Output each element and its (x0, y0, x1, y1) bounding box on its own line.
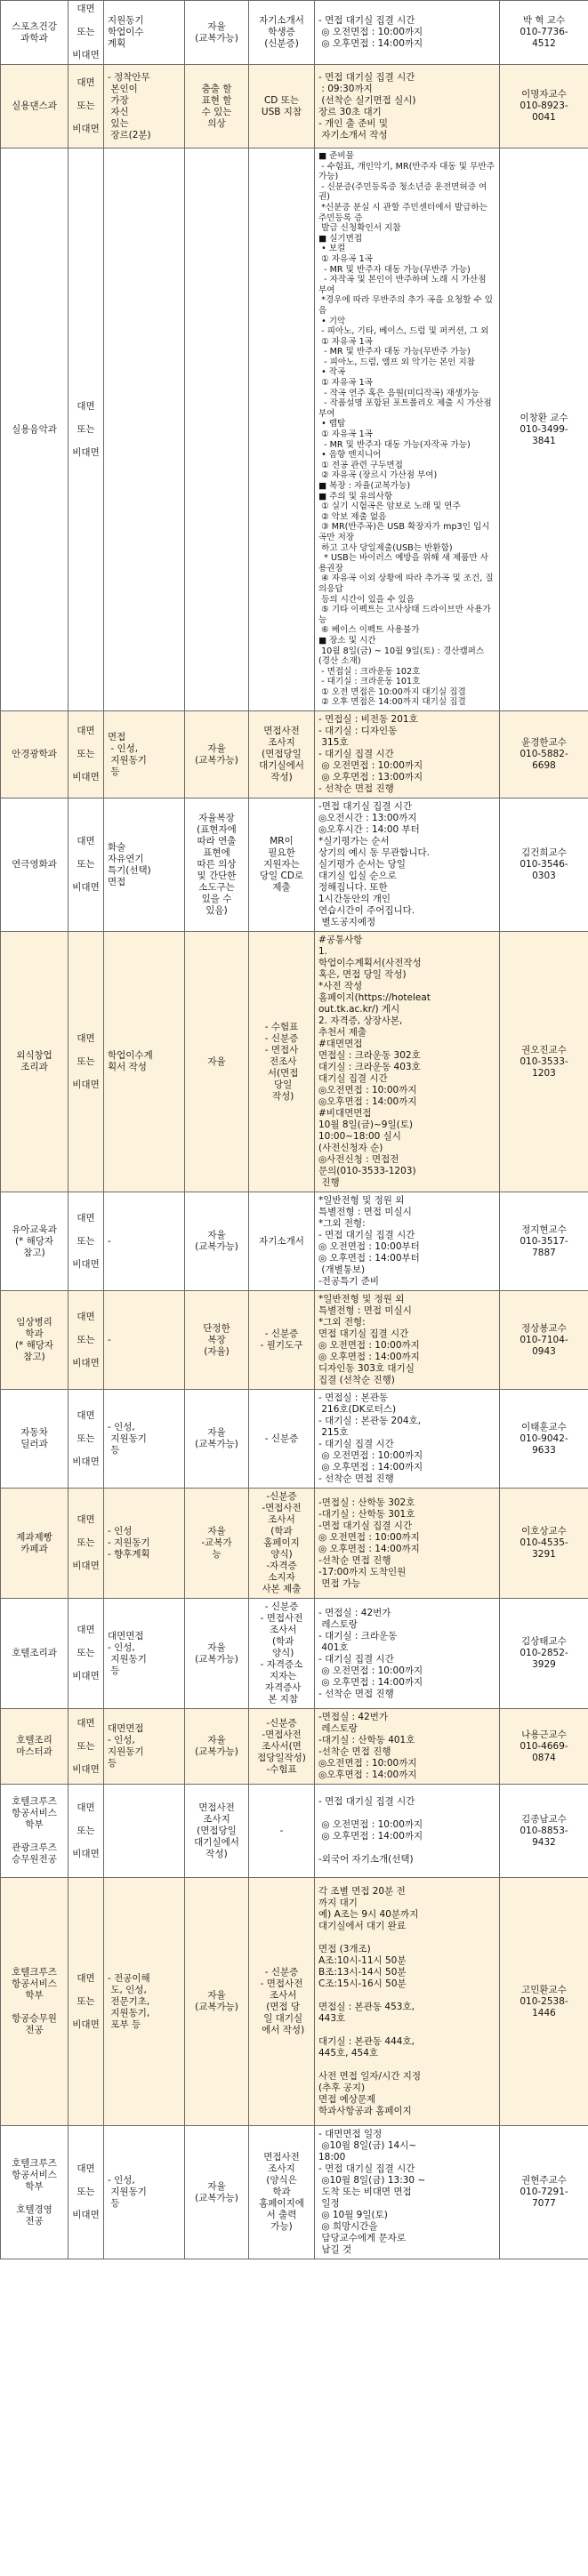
interview-mode-cell: 대면 또는 비대면 (68, 1878, 104, 2126)
attire-cell: 자율 (교복가능) (185, 711, 249, 798)
department-cell: 유아교육과 (* 해당자 참고) (1, 1192, 68, 1291)
table-row (1, 2126, 588, 2259)
documents-cell: MR이 필요한 지원자는 당일 CD로 제출 (249, 798, 315, 932)
details-cell: - 면접 대기실 집결 시간 ◎ 오전면접 : 10:00까지 ◎ 오후면접 : 14:00까지 (315, 1, 500, 65)
details-cell: ■ 준비물 - 수험표, 개인악기, MR(반주자 대동 및 무반주가능) - 신분증(주민등록증 청소년증 운전면허증 여권) *신분증 분실 시 관할 주민센터에서 발급하는 주민등록 증 발급 신청확인서 지참 ■ 실기면접 • 보컬 ① 자유곡 1곡 - MR 및 반주자 대동 가능(무반주 가능) - 자작곡 및 본인이 반주하며 노래 시 가산점 부여 *경우에 따라 무반주의 추가 곡을 요청할 수 있음 • 기악 - 피아노, 기타, 베이스, 드럼 및 퍼커션, 그 외 ① 자유곡 1곡 - MR 및 반주자 대동 가능(무반주 가능) - 피아노, 드럼, 앰프 외 악기는 본인 지참 • 작곡 ① 자유곡 1곡 - 작곡 연주 혹은 음원(미디작곡) 재생가능 - 작품설명 포함된 포트폴리오 제출 시 가산점 부여 • 랩탑 ① 자유곡 1곡 - MR 및 반주자 대동 가능(자작곡 가능) • 음향 엔지니어 ① 전공 관련 구두면접 ② 자유곡 (장르시 가산점 부여) ■ 복장 : 자율(교복가능) ■ 주의 및 유의사항 ① 실기 시험곡은 암보로 노래 및 연주 ② 악보 제출 없음 ③ MR(반주곡)은 USB 확장자가 mp3인 입시곡만 저장 하고 고사 당일제출(USB는 반환함) * USB는 바이러스 예방을 위해 새 제품만 사용권장 ④ 자유곡 이외 상황에 따라 추가곡 및 조건, 질의응답 등의 시간이 있을 수 있음 ⑤ 기타 이펙트는 고사상태 드라이브만 사용가능 ⑥ 베이스 이펙트 사용불가 ■ 장소 및 시간 10월 8일(금) ~ 10월 9일(토) : 경산캠퍼스(경산 소재) - 면접실 : 크라운동 102호 - 대기실 : 크라운동 101호 ① 오전 면접은 10:00까지 대기실 집결 ② 오후 면접은 14:00까지 대기실 집결 (315, 148, 500, 711)
table-row (1, 65, 588, 148)
attire-cell: 자율복장 (표현자에 따라 연출 표현에 따른 의상 및 간단한 소도구는 있을 수 있음) (185, 798, 249, 932)
interview-items-cell: - 전공이해 도, 인성, 전문기초, 지원동기, 포부 등 (104, 1878, 185, 2126)
table-row (1, 711, 588, 798)
attire-cell: 자율 (교복가능) (185, 1, 249, 65)
contact-cell: 이창환 교수 010-3499- 3841 (500, 148, 588, 711)
interview-items-cell: 면접 - 인성, 지원동기 등 (104, 711, 185, 798)
documents-cell: - (249, 1785, 315, 1878)
attire-cell: 면접사전 조사지 (면접당일 대기실에서 작성) (185, 1785, 249, 1878)
attire-cell: 자율 (교복가능) (185, 1878, 249, 2126)
details-cell: #공통사항 1. 학업이수계획서(사전작성 혹은, 면접 당일 작성) *사전 작성 홈페이지(https://hoteleat out.tk.ac.kr/) 게시 2. 자격증, 상장사본, 추천서 제출 #대면면접 면접실 : 크라운동 302호 대기실 : 크라운동 403호 대기실 집결 시간 ◎오전면접 : 10:00까지 ◎오후면접 : 14:00까지 #비대면면접 10월 8일(금)~9일(토) 10:00~18:00 실시 (사전신청자 순) ◎사전신청 : 면접전 문의(010-3533-1203) 진행 (315, 932, 500, 1192)
department-cell: 호텔크루즈 항공서비스 학부 호텔경영 전공 (1, 2126, 68, 2259)
table-row (1, 1390, 588, 1489)
table-row (1, 1291, 588, 1390)
details-cell: 각 조별 면접 20분 전 까지 대기 예) A조는 9시 40분까지 대기실에서 대기 완료 면접 (3개조) A조:10시-11시 50분 B조:13시-14시 50분 C조:15시-16시 50분 면접실 : 본관동 453호, 443호 대기실 : 본관동 444호, 445호, 454호 사전 면접 일자/시간 지정 (추후 공지) 면접 예상문제 학과사항공과 홈페이지 (315, 1878, 500, 2126)
department-cell: 호텔조리과 (1, 1599, 68, 1709)
department-cell: 자동차 딜러과 (1, 1390, 68, 1489)
contact-cell: 권현주교수 010-7291- 7077 (500, 2126, 588, 2259)
attire-cell: 자율 (185, 932, 249, 1192)
attire-cell: 자율 (교복가능) (185, 2126, 249, 2259)
table-row (1, 1599, 588, 1709)
interview-mode-cell: 대면 또는 비대면 (68, 798, 104, 932)
table-row (1, 1489, 588, 1599)
contact-cell: 이호상교수 010-4535- 3291 (500, 1489, 588, 1599)
department-cell: 호텔크루즈 항공서비스 학부 항공승무원 전공 (1, 1878, 68, 2126)
attire-cell: 자율 (교복가능) (185, 1390, 249, 1489)
documents-cell: - 신분증 - 면접사전 조사서 (학과 양식) - 자격증소 지자는 자격증사 본 지참 (249, 1599, 315, 1709)
details-cell: *일반전형 및 정원 외 특별전형 : 면접 미실시 *그외 전형: 면접 대기실 집결 시간 ◎ 오전면접 : 10:00까지 ◎ 오후면접 : 14:00까지 디자인동 303호 대기실 집결 (선착순 진행) (315, 1291, 500, 1390)
department-cell: 임상병리 학과 (* 해당자 참고) (1, 1291, 68, 1390)
documents-cell: -신분증 -면접사전 조사서(면 접당일작성) -수험표 (249, 1709, 315, 1785)
table-row (1, 148, 588, 711)
department-cell: 제과제빵 카페과 (1, 1489, 68, 1599)
interview-items-cell: 학업이수계 획서 작성 (104, 932, 185, 1192)
documents-cell: - 수험표 - 신분증 - 면접사 전조사 서(면접 당일 작성) (249, 932, 315, 1192)
interview-items-cell: - 인성, 지원동기 등 (104, 2126, 185, 2259)
details-cell: -면접 대기실 집결 시간 ◎오전시간 : 13:00까지 ◎오후시간 : 14:00 부터 *실기평가는 순서 상기의 예시 동 무관합니다. 실기평가 순서는 당일 대기실 입실 순으로 정해집니다. 또한 1시간동안의 개인 연습시간이 주어집니다. 별도공지예정 (315, 798, 500, 932)
department-cell: 실용음악과 (1, 148, 68, 711)
details-cell: - 면접실 : 42번가 레스토랑 - 대기실 : 크라운동 401호 - 대기실 집결 시간 ◎ 오전면접 : 10:00까지 ◎ 오후면접 : 14:00까지 - 선착순 면접 진행 (315, 1599, 500, 1709)
contact-cell: 권오진교수 010-3533- 1203 (500, 932, 588, 1192)
interview-items-cell: 화술 자유연기 특기(선택) 면접 (104, 798, 185, 932)
documents-cell: CD 또는 USB 지참 (249, 65, 315, 148)
documents-cell: 자기소개서 학생증 (신분증) (249, 1, 315, 65)
contact-cell: 박 혁 교수 010-7736- 4512 (500, 1, 588, 65)
details-cell: -면접실 : 산학동 302호 -대기실 : 산학동 301호 -면접 대기실 집결 시간 ◎ 오전면접 : 10:00까지 ◎ 오후면접 : 14:00까지 -선착순 면접 진행 -17:00까지 도착인원 면접 가능 (315, 1489, 500, 1599)
interview-items-cell: - (104, 1291, 185, 1390)
interview-items-cell (104, 1785, 185, 1878)
contact-cell: 이태훈교수 010-9042- 9633 (500, 1390, 588, 1489)
details-cell: - 면접실 : 본관동 216호(DK로터스) - 대기실 : 본관동 204호, 215호 - 대기실 집결 시간 ◎ 오전면접 : 10:00까지 ◎ 오후면접 : 14:00까지 - 선착순 면접 진행 (315, 1390, 500, 1489)
attire-cell: 자율 -교복가 능 (185, 1489, 249, 1599)
attire-cell: 단정한 복장 (자율) (185, 1291, 249, 1390)
interview-items-cell (104, 148, 185, 711)
interview-mode-cell: 대면 또는 비대면 (68, 1192, 104, 1291)
interview-mode-cell: 대면 또는 비대면 (68, 65, 104, 148)
details-cell: - 면접실 : 비전동 201호 - 대기실 : 디자인동 315호 - 대기실 집결 시간 ◎ 오전면접 : 10:00까지 ◎ 오후면접 : 13:00까지 - 선착순 면접 진행 (315, 711, 500, 798)
interview-items-cell: 지원동기 학업이수 계획 (104, 1, 185, 65)
documents-cell: - 신분증 (249, 1390, 315, 1489)
table-row (1, 798, 588, 932)
details-cell: - 면접 대기실 집결 시간 : 09:30까지 (선착순 실기면접 실시) 장르 30초 대기 - 개인 출 준비 및 자기소개서 작성 (315, 65, 500, 148)
attire-cell (185, 148, 249, 711)
interview-mode-cell: 대면 또는 비대면 (68, 932, 104, 1192)
table-row (1, 1785, 588, 1878)
department-cell: 안경광학과 (1, 711, 68, 798)
table-row (1, 1192, 588, 1291)
documents-cell: -신분증 -면접사전 조사서 (학과 홈페이지 양식) -자격증 소지자 사본 제출 (249, 1489, 315, 1599)
interview-items-cell: - 인성 - 지원동기 - 향후계획 (104, 1489, 185, 1599)
interview-mode-cell: 대면 또는 비대면 (68, 1291, 104, 1390)
table-row (1, 1709, 588, 1785)
documents-cell: 면접사전 조사지 (면접당일 대기실에서 작성) (249, 711, 315, 798)
department-cell: 실용댄스과 (1, 65, 68, 148)
details-cell: *일반전형 및 정원 외 특별전형 : 면접 미실시 *그외 전형: - 면접 대기실 집결 시간 ◎ 오전면접 : 10:00부터 ◎ 오후면접 : 14:00부터 (개별통보) -전공특기 준비 (315, 1192, 500, 1291)
contact-cell: 나용근교수 010-4669- 0874 (500, 1709, 588, 1785)
attire-cell: 자율 (교복가능) (185, 1599, 249, 1709)
interview-items-cell: - 정착안무 본인이 가장 자신 있는 장르(2분) (104, 65, 185, 148)
contact-cell: 김상태교수 010-2852- 3929 (500, 1599, 588, 1709)
table-row (1, 1, 588, 65)
attire-cell: 춤출 할 표현 할 수 있는 의상 (185, 65, 249, 148)
documents-cell (249, 148, 315, 711)
department-cell: 호텔조리 마스터과 (1, 1709, 68, 1785)
documents-cell: 면접사전 조사지 (양식은 학과 홈페이지에 서 출력 가능) (249, 2126, 315, 2259)
documents-cell: 자기소개서 (249, 1192, 315, 1291)
table-row (1, 1878, 588, 2126)
contact-cell: 김종남교수 010-8853- 9432 (500, 1785, 588, 1878)
interview-items-cell: 대면면접 - 인성, 지원동기 등 (104, 1709, 185, 1785)
table-row (1, 932, 588, 1192)
department-cell: 연극영화과 (1, 798, 68, 932)
department-cell: 호텔크루즈 항공서비스 학부 관광크루즈 승무원전공 (1, 1785, 68, 1878)
contact-cell: 김건희교수 010-3546- 0303 (500, 798, 588, 932)
interview-mode-cell: 대면 또는 비대면 (68, 711, 104, 798)
interview-mode-cell: 대면 또는 비대면 (68, 1599, 104, 1709)
contact-cell: 고민환교수 010-2538- 1446 (500, 1878, 588, 2126)
contact-cell: 이명자교수 010-8923- 0041 (500, 65, 588, 148)
interview-mode-cell: 대면 또는 비대면 (68, 1709, 104, 1785)
department-cell: 스포츠건강 과학과 (1, 1, 68, 65)
interview-mode-cell: 대면 또는 비대면 (68, 1489, 104, 1599)
interview-mode-cell: 대면 또는 비대면 (68, 1785, 104, 1878)
interview-items-cell: - (104, 1192, 185, 1291)
interview-items-cell: - 인성, 지원동기 등 (104, 1390, 185, 1489)
documents-cell: - 신분증 - 면접사전 조사서 (면접 당 일 대기실 에서 작성) (249, 1878, 315, 2126)
interview-items-cell: 대면면접 - 인성, 지원동기 등 (104, 1599, 185, 1709)
documents-cell: - 신분증 - 필기도구 (249, 1291, 315, 1390)
interview-mode-cell: 대면 또는 비대면 (68, 2126, 104, 2259)
details-cell: -면접실 : 42번가 레스토랑 -대기실 : 산학동 401호 -선착순 면접 진행 ◎오전면접 : 10:00까지 ◎오후면접 : 14:00까지 (315, 1709, 500, 1785)
contact-cell: 정상봉교수 010-7104- 0943 (500, 1291, 588, 1390)
attire-cell: 자율 (교복가능) (185, 1192, 249, 1291)
contact-cell: 정지현교수 010-3517- 7887 (500, 1192, 588, 1291)
contact-cell: 윤경한교수 010-5882- 6698 (500, 711, 588, 798)
interview-mode-cell: 대면 또는 비대면 (68, 148, 104, 711)
interview-mode-cell: 대면 또는 비대면 (68, 1390, 104, 1489)
details-cell: - 대면면접 일정 ◎10월 8일(금) 14시~ 18:00 - 면접 대기실 집결 시간 ◎10월 8일(금) 13:30 ~ 도착 또는 비대면 면접 일정 ◎ 10월 9일(토) ◎ 희망시간을 담당교수에게 문자로 남길 것 (315, 2126, 500, 2259)
attire-cell: 자율 (교복가능) (185, 1709, 249, 1785)
interview-mode-cell: 대면 또는 비대면 (68, 1, 104, 65)
department-cell: 외식창업 조리과 (1, 932, 68, 1192)
details-cell: - 면접 대기실 집결 시간 ◎ 오전면접 : 10:00까지 ◎ 오후면접 : 14:00까지 -외국어 자기소개(선택) (315, 1785, 500, 1878)
